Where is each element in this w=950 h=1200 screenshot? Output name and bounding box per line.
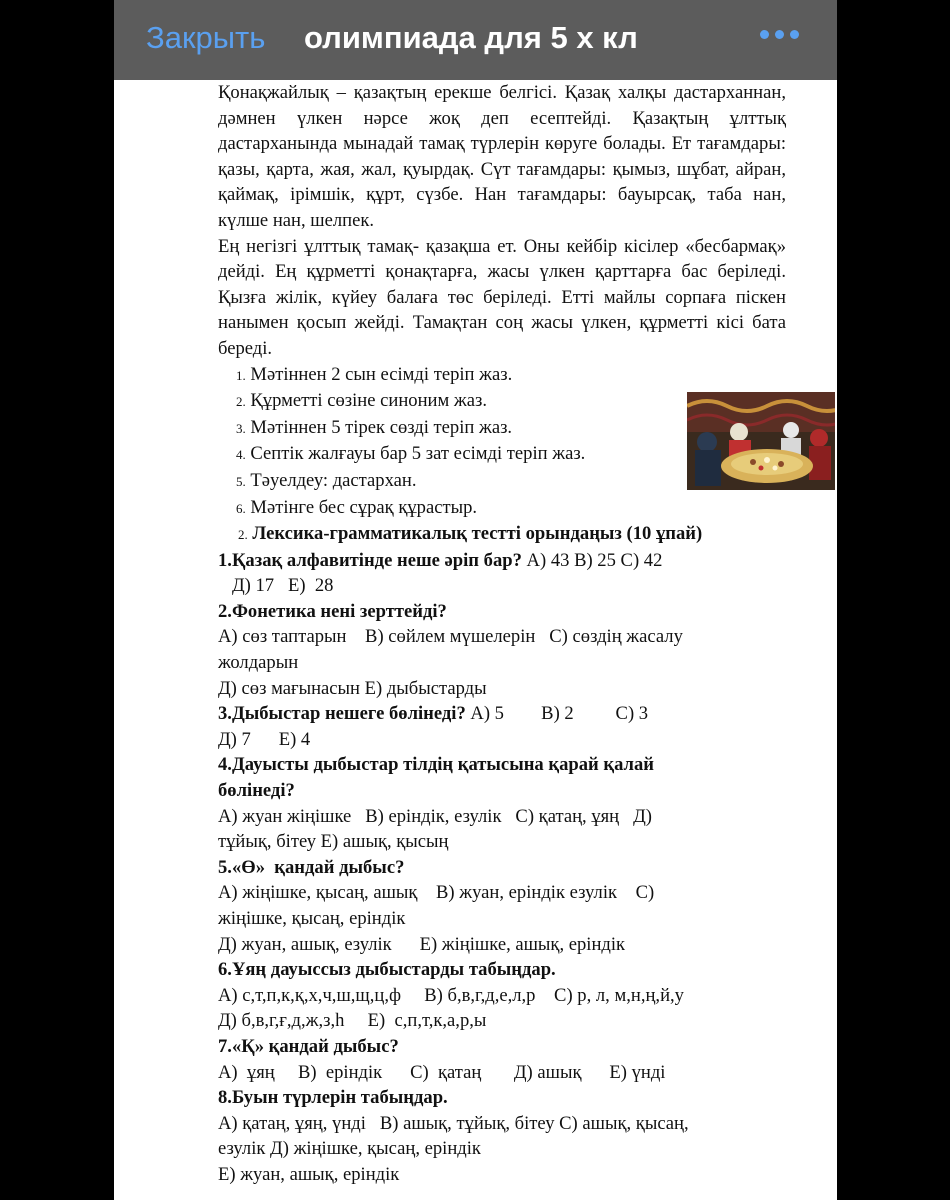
answer-line: езулік Д) жіңішке, қысаң, еріндік <box>218 1138 481 1160</box>
question-2: 2.Фонетика нені зерттейді? <box>218 600 447 622</box>
answer-line: Е) жуан, ашық, еріндік <box>218 1163 400 1185</box>
paragraph-2: Ең негізгі ұлттық тамақ- қазақша ет. Оны кейбір кісілер «бесбармақ» дейді. Ең құрметті қонақтарға, жасы үлкен қарттарға бас беріледі. Қызға жілік, күйеу балаға төс беріледі. Етті майлы сорпаға піскен нанымен қосып жейді. Тамақтан соң жасы үлкен, құрметті кісі бата береді. <box>218 235 786 359</box>
task-item: 5. Тәуелдеу: дастархан. <box>236 469 417 491</box>
task-item: 3. Мәтіннен 5 тірек сөзді теріп жаз. <box>236 416 513 438</box>
task-item: 6. Мәтінге бес сұрақ құрастыр. <box>236 496 478 518</box>
answer-line: жолдарын <box>218 652 299 674</box>
answer-line: Д) 7 Е) 4 <box>218 728 311 750</box>
answer-line: А) с,т,п,к,қ,х,ч,ш,щ,ц,ф В) б,в,г,д,е,л,р С) р, л, м,н,ң,й,у <box>218 984 684 1006</box>
document-page <box>114 80 837 1200</box>
task-list <box>236 362 786 522</box>
task-item: 1. Мәтіннен 2 сын есімді теріп жаз. <box>236 363 513 385</box>
close-button[interactable]: Закрыть <box>146 20 266 55</box>
answer-line: А) жіңішке, қысаң, ашық В) жуан, еріндік езулік С) <box>218 882 655 904</box>
question-4-cont: бөлінеді? <box>218 780 295 802</box>
question-1: 1.Қазақ алфавитінде неше әріп бар? А) 43 В) 25 С) 42 <box>218 549 663 571</box>
paragraph-1: Қонақжайлық – қазақтың ерекше белгісі. Қазақ халқы дастарханнан, дәмнен үлкен нәрсе жоқ деп есептейді. Қазақтың ұлттық дастарханында мынадай тамақ түрлерін көруге болады. Ет тағамдары: қазы, қарта, жая, жал, қуырдақ. Сүт тағамдары: қымыз, шұбат, айран, қаймақ, ірімшік, құрт, сүзбе. Нан тағамдары: бауырсақ, таба нан, күлше нан, шелпек. <box>218 82 786 231</box>
answer-line: А) қатаң, ұяң, үнді В) ашық, тұйық, бітеу С) ашық, қысаң, <box>218 1112 689 1134</box>
question-3: 3.Дыбыстар нешеге бөлінеді? А) 5 В) 2 С) 3 <box>218 703 649 725</box>
answer-line: Д) 17 Е) 28 <box>218 575 334 597</box>
question-5: 5.«Ө» қандай дыбыс? <box>218 856 405 878</box>
answer-line: тұйық, бітеу Е) ашық, қысың <box>218 831 449 853</box>
document-title: олимпиада для 5 х кл <box>304 20 638 55</box>
answer-line: А) жуан жіңішке В) еріндік, езулік С) қатаң, ұяң Д) <box>218 805 652 827</box>
answer-line: А) сөз таптарын В) сөйлем мүшелерін С) сөздің жасалу <box>218 626 683 648</box>
answer-line: А) ұяң В) еріндік С) қатаң Д) ашық Е) үнді <box>218 1061 666 1083</box>
question-4: 4.Дауысты дыбыстар тілдің қатысына қарай қалай <box>218 754 654 776</box>
task-item: 2. Құрметті сөзіне синоним жаз. <box>236 390 487 412</box>
answer-line: Д) б,в,г,ғ,д,ж,з,һ Е) с,п,т,к,а,р,ы <box>218 1010 487 1032</box>
top-bar <box>114 0 837 80</box>
task-item: 4. Септік жалғауы бар 5 зат есімді теріп жаз. <box>236 443 586 465</box>
question-7: 7.«Қ» қандай дыбыс? <box>218 1035 399 1057</box>
question-8: 8.Буын түрлерін табыңдар. <box>218 1087 448 1109</box>
more-options-icon[interactable] <box>760 30 799 39</box>
answer-line: жіңішке, қысаң, еріндік <box>218 908 406 929</box>
question-6: 6.Ұяң дауыссыз дыбыстарды табыңдар. <box>218 959 556 981</box>
answer-line: Д) сөз мағынасын Е) дыбыстарды <box>218 677 487 699</box>
answer-line: Д) жуан, ашық, езулік Е) жіңішке, ашық, еріндік <box>218 933 626 955</box>
document-text <box>218 80 786 1188</box>
section-2-heading: 2. Лексика-грамматикалық тестті орындаңыз (10 ұпай) <box>238 523 703 545</box>
